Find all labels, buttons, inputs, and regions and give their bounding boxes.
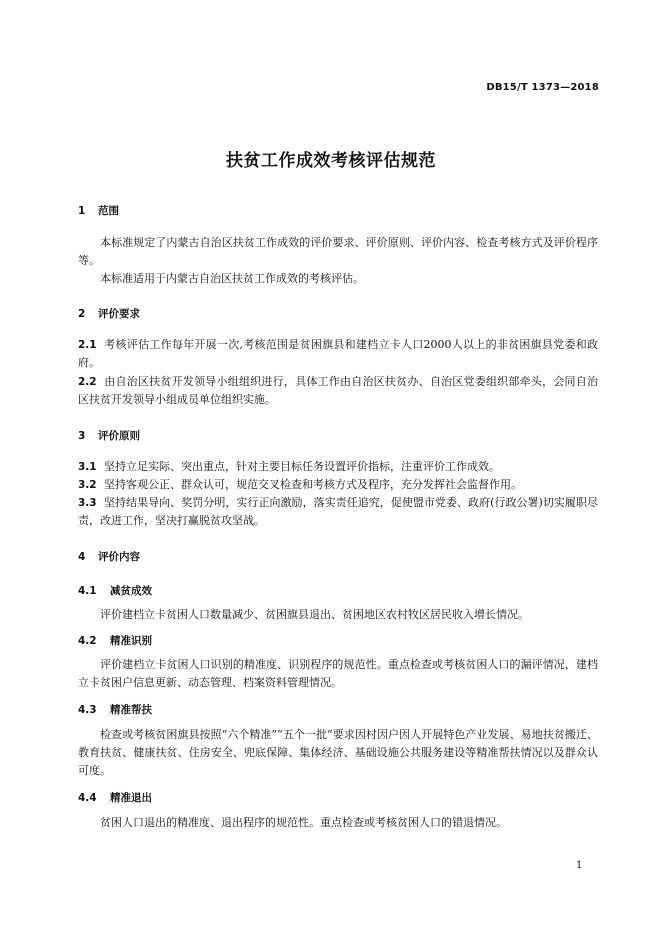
subsection-number: 4.4 xyxy=(78,792,97,804)
section-title: 范围 xyxy=(98,205,119,217)
subsection-number: 4.2 xyxy=(78,635,97,647)
section-number: 3 xyxy=(78,430,86,442)
subsection-4-2-heading xyxy=(78,633,152,648)
section-1-heading xyxy=(78,203,119,218)
paragraph: 贫困人口退出的精准度、退出程序的规范性。重点检查或考核贫困人口的错退情况。 xyxy=(100,816,507,829)
section-number: 4 xyxy=(78,551,86,563)
subsection-title: 精准识别 xyxy=(110,635,152,647)
clause-text: 考核评估工作每年开展一次,考核范围是贫困旗县和建档立卡人口2000人以上的非贫困旗县党委和政府。 xyxy=(78,338,598,369)
paragraph: 本标准适用于内蒙古自治区扶贫工作成效的考核评估。 xyxy=(100,272,364,285)
paragraph: 评价建档立卡贫困人口识别的精准度、识别程序的规范性。重点检查或考核贫困人口的漏评情况，建档立卡贫困户信息更新、动态管理、档案资料管理情况。 xyxy=(78,658,598,689)
section-number: 1 xyxy=(78,205,86,217)
document-title: 扶贫工作成效考核评估规范 xyxy=(226,151,436,171)
section-title: 评价要求 xyxy=(98,308,140,320)
section-2-heading xyxy=(78,306,140,321)
subsection-4-4-heading xyxy=(78,790,152,805)
section-number: 2 xyxy=(78,308,86,320)
clause-number: 2.2 xyxy=(78,376,97,388)
subsection-title: 精准退出 xyxy=(110,792,152,804)
clause-3-2 xyxy=(78,476,598,494)
clause-number: 3.1 xyxy=(78,461,97,473)
subsection-title: 精准帮扶 xyxy=(110,704,152,716)
clause-number: 2.1 xyxy=(78,339,97,351)
standard-code: DB15/T 1373—2018 xyxy=(486,82,599,93)
clause-text: 坚持客观公正、群众认可，规范交叉检查和考核方式及程序，充分发挥社会监督作用。 xyxy=(104,478,522,491)
clause-3-1 xyxy=(78,458,598,476)
section-3-heading xyxy=(78,428,140,443)
clause-3-3 xyxy=(78,494,598,530)
clause-2-2 xyxy=(78,373,598,409)
clause-number: 3.3 xyxy=(78,497,97,509)
paragraph: 检查或考核贫困旗县按照“六个精准”“五个一批”要求因村因户因人开展特色产业发展、易地扶贫搬迁、教育扶贫、健康扶贫、住房安全、兜底保障、集体经济、基础设施公共服务建设等精准帮扶情况以及群众认可度。 xyxy=(78,728,598,777)
clause-2-1 xyxy=(78,336,598,372)
page-number: 1 xyxy=(576,860,583,871)
subsection-title: 减贫成效 xyxy=(110,585,152,597)
subsection-number: 4.1 xyxy=(78,585,97,597)
paragraph: 本标准规定了内蒙古自治区扶贫工作成效的评价要求、评价原则、评价内容、检查考核方式及评价程序等。 xyxy=(78,236,598,267)
section-4-heading xyxy=(78,549,140,564)
subsection-number: 4.3 xyxy=(78,704,97,716)
clause-text: 坚持结果导向、奖罚分明，实行正向激励，落实责任追究，促使盟市党委、政府(行政公署)切实履职尽责，改进工作，坚决打赢脱贫攻坚战。 xyxy=(78,496,598,527)
clause-number: 3.2 xyxy=(78,479,97,491)
clause-text: 由自治区扶贫开发领导小组组织进行，具体工作由自治区扶贫办、自治区党委组织部牵头，会同自治区扶贫开发领导小组成员单位组织实施。 xyxy=(78,375,598,406)
section-title: 评价原则 xyxy=(98,430,140,442)
paragraph: 评价建档立卡贫困人口数量减少、贫困旗县退出、贫困地区农村牧区居民收入增长情况。 xyxy=(100,608,529,621)
clause-text: 坚持立足实际、突出重点，针对主要目标任务设置评价指标，注重评价工作成效。 xyxy=(104,460,500,473)
subsection-4-1-heading xyxy=(78,583,152,598)
section-title: 评价内容 xyxy=(98,551,140,563)
subsection-4-3-heading xyxy=(78,702,152,717)
